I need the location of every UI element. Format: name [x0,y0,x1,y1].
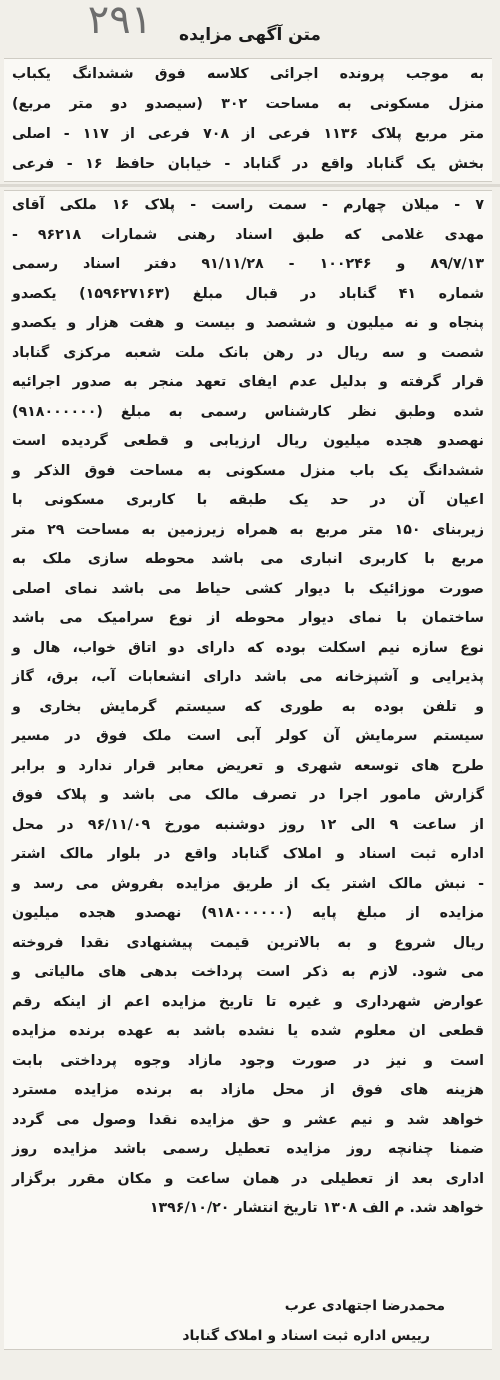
text-line: عوارض شهرداری و غیره تا تاریخ مزایده اعم از اینکه رقم [12,993,484,1010]
text-line: شصت و سه ریال در رهن بانک ملت شعبه مرکزی گناباد [12,344,484,361]
notice-title: متن آگهی مزایده [179,25,321,45]
text-line: نوع سازه نیم اسکلت بوده که دارای دو اتاق خواب، هال و [12,639,484,656]
text-line: مهدی غلامی که طبق اسناد رهنی شمارات ۹۶۲۱۸ - [12,226,485,243]
text-line: سیستم سرمایش آن کولر آبی است ملک فوق در مسیر [12,728,484,744]
text-line: قطعی ان معلوم شده یا نشده باشد به عهده برنده مزایده [12,1023,484,1039]
clipping-main-piece [4,190,492,1350]
clipping-top-piece [4,58,492,182]
text-line: طرح های توسعه شهری و تعریض معابر قرار ندارد و برابر [12,757,484,774]
text-line: متر مربع پلاک ۱۱۳۶ فرعی از ۷۰۸ فرعی از ۱۱۷ - اصلی [12,126,484,142]
text-line: ۸۹/۷/۱۳ و ۱۰۰۲۴۶ - ۹۱/۱۱/۲۸ دفتر اسناد رسمی [12,256,484,272]
text-line: خواهد شد. م الف ۱۳۰۸ تاریخ انتشار ۱۳۹۶/۱۰/۲۰ [149,1200,484,1216]
text-line: و تلفن بوده به طوری که سیستم گرمایش بخاری و [12,698,484,715]
text-line: خواهد شد و نیم عشر و حق مزایده نقدا وصول می گردد [12,1111,484,1128]
text-line: به موجب پرونده اجرائی کلاسه فوق ششدانگ یکباب [12,66,484,82]
text-line: می شود. لازم به ذکر است پرداخت بدهی های مالیاتی و [12,964,484,980]
text-line: ششدانگ یک باب منزل مسکونی به مساحت فوق الذکر و [12,462,484,479]
text-line: ساختمان با نمای دیوار محوطه از نوع سرامیک می باشد [12,610,484,626]
text-line: بخش یک گناباد واقع در گناباد - خیابان حافظ ۱۶ - فرعی [12,156,484,172]
text-line: زیربنای ۱۵۰ متر مربع به همراه زیرزمین به مساحت ۲۹ متر [12,521,484,538]
text-line: هزینه های فوق از محل مازاد به برنده مزایده مسترد [12,1082,484,1098]
text-line: صورت موزائیک با دیوار کشی حیاط می باشد نمای اصلی [12,580,484,597]
text-line: نهصدو هجده میلیون ریال ارزیابی و قطعی گردیده است [12,433,484,449]
body-text-part-2 [12,191,484,1224]
text-line: مربع با کاربری انباری می باشد محوطه سازی ملک به [12,551,484,567]
text-line: از ساعت ۹ الی ۱۲ روز دوشنبه مورخ ۹۶/۱۱/۰۹ در محل [12,816,484,833]
text-line: شماره ۴۱ گناباد در قبال مبلغ (۱۵۹۶۲۷۱۶۳) یکصدو [12,285,484,302]
clipping-divider [0,184,500,187]
body-text-part-1 [12,59,484,179]
text-line: است و نیز در صورت وجود مازاد وجوه پرداختی بابت [12,1052,484,1069]
text-line: اداره ثبت اسناد و املاک گناباد واقع در بلوار مالک اشتر [12,846,484,862]
text-line: پذیرایی و آشپزخانه می باشد دارای انشعابات آب، برق، گاز [12,669,484,685]
text-line: گزارش مامور اجرا در تصرف مالک می باشد و پلاک فوق [12,787,484,803]
signatory-position: رییس اداره ثبت اسناد و املاک گناباد [182,1328,430,1344]
text-line: - نبش مالک اشتر یک از طریق مزایده بفروش می رسد و [12,875,484,892]
text-line: منزل مسکونی به مساحت ۳۰۲ (سیصدو دو متر مربع) [12,96,484,112]
text-line: اعیان آن در حد یک طبقه با کاربری مسکونی با [12,492,484,508]
text-line: ضمنا چنانچه روز مزایده تعطیل رسمی باشد مزایده روز [12,1141,484,1157]
text-line: اداری بعد از تعطیلی در همان ساعت و مکان مقرر برگزار [12,1170,484,1187]
text-line: قرار گرفته و بدلیل عدم ایفای تعهد منجر به صدور اجرائیه [12,374,484,390]
text-line: پنجاه و نه میلیون و ششصد و بیست و هفت هزار و یکصدو [12,315,484,331]
handwritten-number: ۲۹۱ [87,0,153,43]
text-line: شده وطبق نظر کارشناس رسمی به مبلغ (۹۱۸۰۰۰۰۰۰) [12,403,484,420]
text-line: ۷ - میلان چهارم - سمت راست - پلاک ۱۶ ملکی آقای [12,197,485,213]
text-line: ریال شروع و به بالاترین قیمت پیشنهادی نقدا فروخته [12,934,484,951]
text-line: مزایده از مبلغ پایه (۹۱۸۰۰۰۰۰۰) نهصدو هجده میلیون [12,905,484,921]
signatory-name: محمدرضا اجتهادی عرب [284,1298,445,1314]
